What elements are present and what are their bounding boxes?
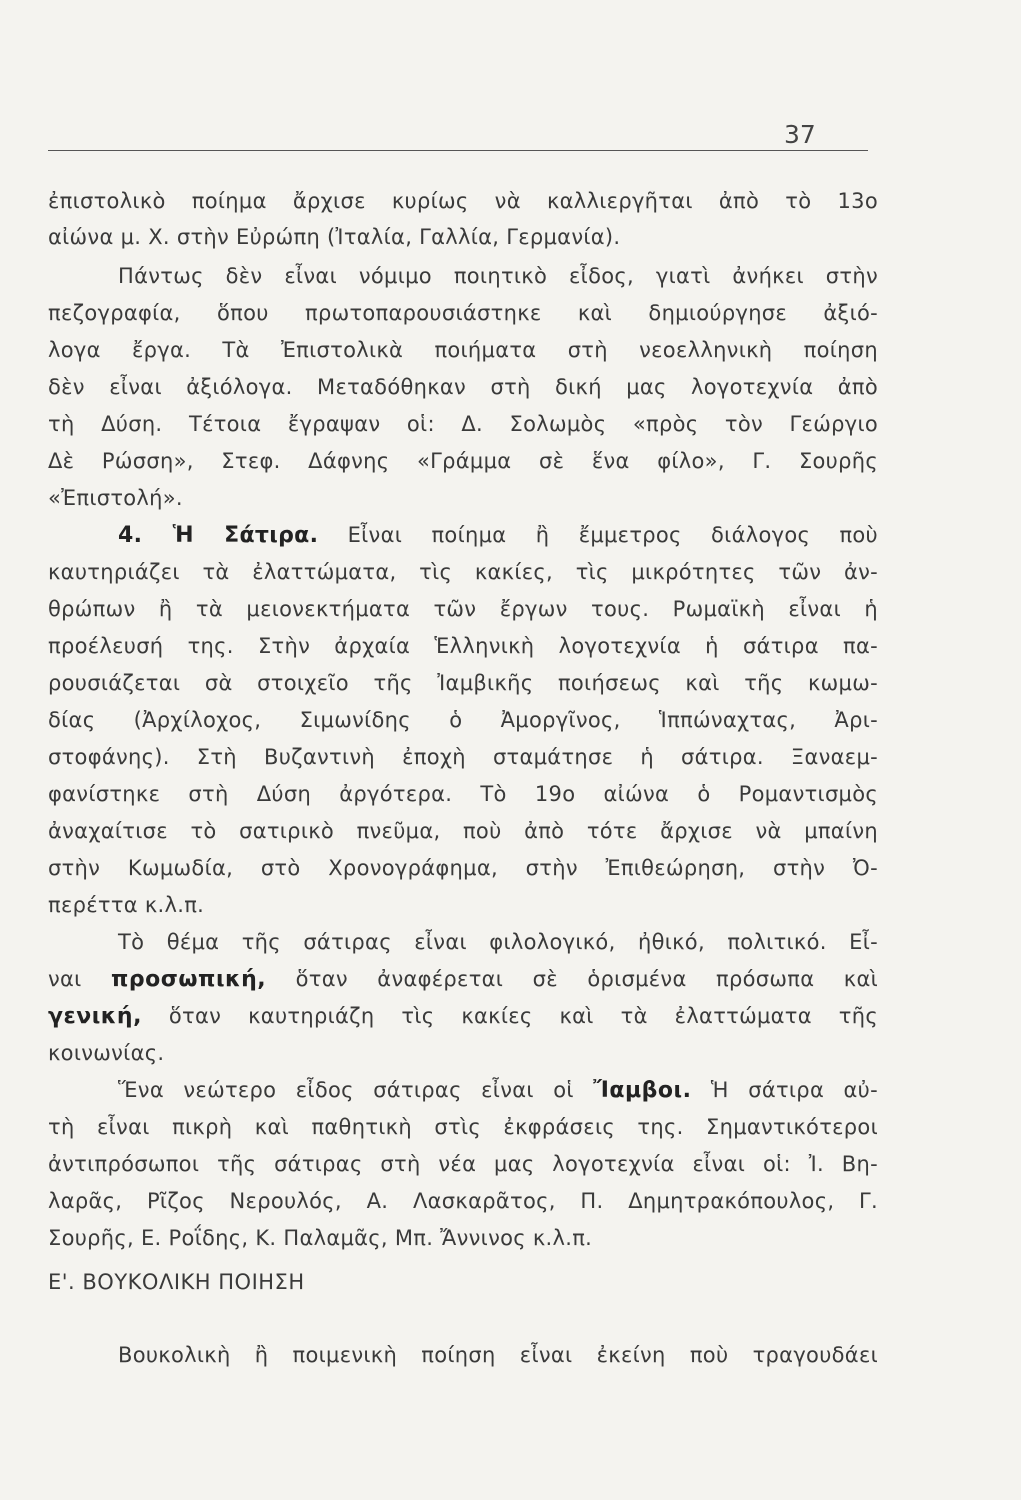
emphasis-term-iambs: Ἴαμβοι. (593, 1078, 692, 1103)
text-line: Πάντως δὲν εἶναι νόμιμο ποιητικὸ εἶδος, γιατὶ ἀνήκει στὴν (118, 264, 878, 288)
text-fragment: Ἕνα νεώτερο εἶδος σάτιρας εἶναι οἱ (118, 1078, 594, 1102)
text-line: Τὸ θέμα τῆς σάτιρας εἶναι φιλολογικό, ἠθικό, πολιτικό. Εἶ- (118, 930, 878, 954)
header-rule (48, 150, 868, 151)
text-line: «Ἐπιστολή». (48, 486, 183, 510)
text-line: φανίστηκε στὴ Δύση ἀργότερα. Τὸ 19ο αἰώνα ὁ Ρομαντισμὸς (48, 782, 878, 806)
text-line: πεζογραφία, ὅπου πρωτοπαρουσιάστηκε καὶ δημιούργησε ἀξιό- (48, 301, 878, 325)
page-number: 37 (784, 120, 816, 149)
text-line: προέλευσή της. Στὴν ἀρχαία Ἑλληνικὴ λογοτεχνία ἡ σάτιρα πα- (48, 634, 878, 658)
text-line (118, 1075, 878, 1106)
text-line: δίας (Ἀρχίλοχος, Σιμωνίδης ὁ Ἀμοργῖνος, Ἱππώναχτας, Ἀρι- (48, 708, 878, 732)
emphasis-term-general: γενική, (48, 1004, 142, 1029)
text-line: τὴ Δύση. Τέτοια ἔγραψαν οἱ: Δ. Σολωμὸς «πρὸς τὸν Γεώργιο (48, 412, 878, 436)
text-line: λογα ἔργα. Τὰ Ἐπιστολικὰ ποιήματα στὴ νεοελληνικὴ ποίηση (48, 338, 878, 362)
text-line: στὴν Κωμωδία, στὸ Χρονογράφημα, στὴν Ἐπιθεώρηση, στὴν Ὀ- (48, 856, 878, 880)
text-line: ἀναχαίτισε τὸ σατιρικὸ πνεῦμα, ποὺ ἀπὸ τότε ἄρχισε νὰ μπαίνη (48, 819, 878, 843)
text-line (48, 1001, 878, 1032)
text-fragment: ὅταν ἀναφέρεται σὲ ὁρισμένα πρόσωπα καὶ (266, 967, 878, 991)
text-line: καυτηριάζει τὰ ἐλαττώματα, τὶς κακίες, τὶς μικρότητες τῶν ἀν- (48, 560, 878, 584)
text-line: Βουκολικὴ ἢ ποιμενικὴ ποίηση εἶναι ἐκείνη ποὺ τραγουδάει (118, 1343, 878, 1367)
text-fragment: ναι (48, 967, 112, 991)
text-line: ἐπιστολικὸ ποίημα ἄρχισε κυρίως νὰ καλλιεργῆται ἀπὸ τὸ 13ο (48, 189, 878, 213)
text-line: λαρᾶς, Ρῖζος Νερουλός, Α. Λασκαρᾶτος, Π. Δημητρακόπουλος, Γ. (48, 1189, 878, 1213)
section-heading: Ε'. ΒΟΥΚΟΛΙΚΗ ΠΟΙΗΣΗ (48, 1270, 305, 1294)
section-subheading-satire: 4. Ἡ Σάτιρα. (118, 523, 319, 548)
text-line: περέττα κ.λ.π. (48, 893, 205, 917)
text-line: ἀντιπρόσωποι τῆς σάτιρας στὴ νέα μας λογοτεχνία εἶναι οἱ: Ἰ. Βη- (48, 1152, 878, 1176)
text-fragment: ὅταν καυτηριάζη τὶς κακίες καὶ τὰ ἐλαττώματα τῆς (141, 1004, 878, 1028)
text-line: δὲν εἶναι ἀξιόλογα. Μεταδόθηκαν στὴ δική μας λογοτεχνία ἀπὸ (48, 375, 878, 399)
text-line: τὴ εἶναι πικρὴ καὶ παθητικὴ στὶς ἐκφράσεις της. Σημαντικότεροι (48, 1115, 878, 1139)
text-line (48, 964, 878, 995)
satire-first-line (118, 520, 878, 551)
text-fragment: Ἡ σάτιρα αὐ- (691, 1078, 878, 1102)
text-fragment: Εἶναι ποίημα ἢ ἔμμετρος διάλογος ποὺ (318, 523, 878, 547)
text-line: κοινωνίας. (48, 1041, 165, 1065)
emphasis-term-personal: προσωπική, (111, 967, 267, 992)
text-line: στοφάνης). Στὴ Βυζαντινὴ ἐποχὴ σταμάτησε ἡ σάτιρα. Ξαναεμ- (48, 745, 878, 769)
text-line: ρουσιάζεται σὰ στοιχεῖο τῆς Ἰαμβικῆς ποιήσεως καὶ τῆς κωμω- (48, 671, 878, 695)
text-line: θρώπων ἢ τὰ μειονεκτήματα τῶν ἔργων τους. Ρωμαϊκὴ εἶναι ἡ (48, 597, 878, 621)
text-line: αἰώνα μ. Χ. στὴν Εὐρώπη (Ἰταλία, Γαλλία, Γερμανία). (48, 225, 621, 249)
text-line: Δὲ Ρώσση», Στεφ. Δάφνης «Γράμμα σὲ ἕνα φίλο», Γ. Σουρῆς (48, 449, 878, 473)
text-line: Σουρῆς, Ε. Ροΐδης, Κ. Παλαμᾶς, Μπ. Ἄννινος κ.λ.π. (48, 1226, 593, 1250)
